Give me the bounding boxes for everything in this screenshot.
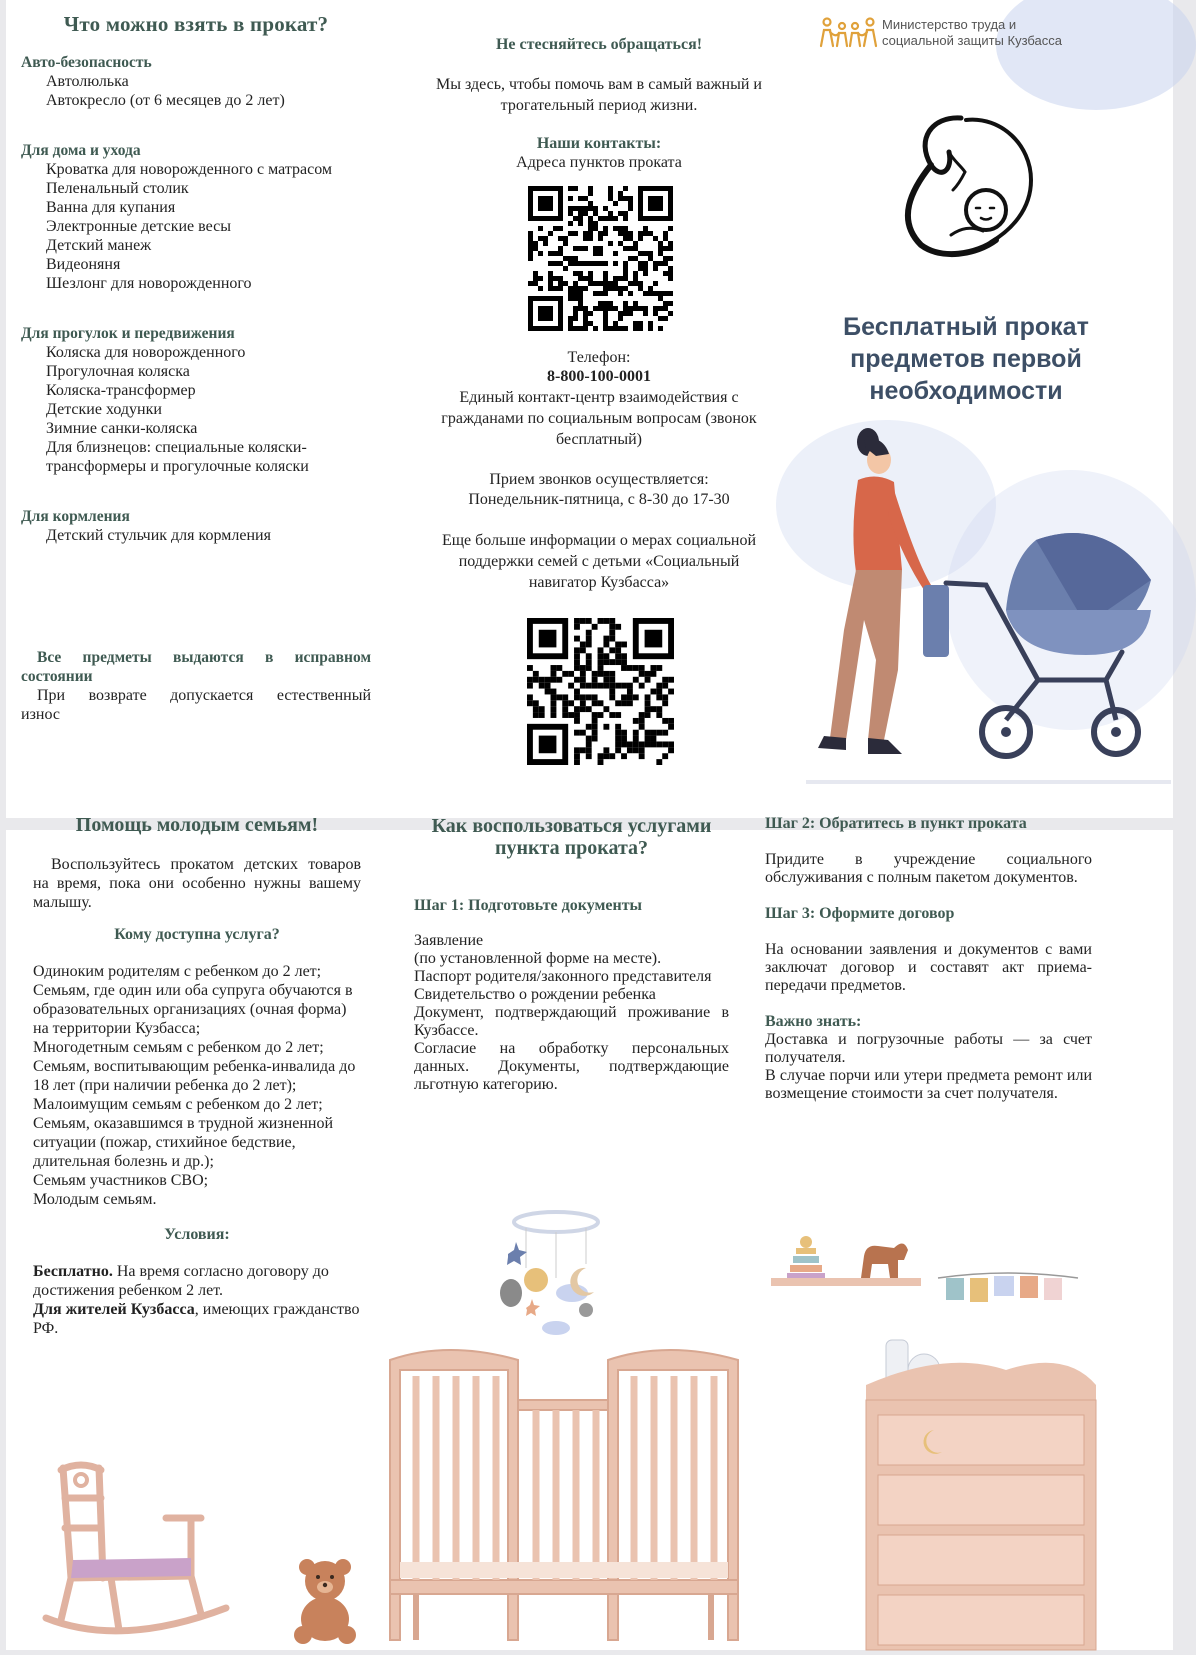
eligibility-item: Молодым семьям. [33,1191,157,1208]
rental-sections [21,53,371,545]
rental-item: Видеоняня [46,256,121,273]
conditions-heading: Условия: [164,1226,230,1243]
rental-items-title: Что можно взять в прокат? [63,12,329,36]
toy-shelf-icon [766,1220,926,1300]
garland-illustration [938,1270,1078,1320]
help-title: Помощь молодым семьям! [75,814,319,836]
brochure-outside [6,0,1173,818]
phone-label: Телефон: [567,349,631,366]
who-heading: Кому доступна услуга? [114,926,280,943]
condition-residents-text: , имеющих гражданство РФ. [33,1301,360,1337]
condition-residents-bold: Для жителей Кузбасса [33,1301,195,1318]
rental-item: Шезлонг для новорожденного [46,275,252,292]
rental-item: Автолюлька [46,73,129,90]
family-logo-icon [818,16,880,48]
rental-section-heading: Для прогулок и передвижения [21,325,235,342]
rental-item: Детские ходунки [46,401,162,418]
toy-shelf-illustration [766,1220,926,1300]
rental-item: Коляска-трансформер [46,382,196,399]
document-item: Заявление [414,932,484,949]
rental-section [21,324,371,476]
navigator-qr-code[interactable] [527,618,674,765]
rental-item: Для близнецов: специальные коляски-трансформеры и прогулочные коляски [46,439,309,475]
rental-items-panel [21,0,371,818]
rental-section-heading: Авто-безопасность [21,54,152,71]
important-item-2: В случае порчи или утери предмета ремонт или возмещение стоимости за счет получателя. [765,1067,1092,1102]
contact-intro: Мы здесь, чтобы помочь вам в самый важный и трогательный период жизни. [436,76,762,114]
rental-section-heading: Для кормления [21,508,130,525]
help-intro: Воспользуйтесь прокатом детских товаров на время, пока они особенно нужны вашему малышу. [33,856,361,911]
rental-item: Коляска для новорожденного [46,344,246,361]
crib-illustration [376,1340,751,1650]
condition-note [21,648,371,724]
important-heading: Важно знать: [765,1013,862,1030]
hours-value: Понедельник-пятница, с 8-30 до 17-30 [468,491,730,508]
step3-heading: Шаг 3: Оформите договор [765,905,955,922]
mother-baby-icon [891,110,1051,270]
mother-child-illustration [891,110,1051,270]
rocking-chair-icon [41,1458,231,1648]
rental-item: Зимние санки-коляска [46,420,198,437]
condition-free-bold: Бесплатно. [33,1263,113,1280]
condition-note-bold: Все предметы выдаются в исправном состоянии [21,649,371,685]
mother-stroller-illustration [806,420,1171,800]
rental-item: Электронные детские весы [46,218,231,235]
rental-section [21,507,371,545]
step2-heading: Шаг 2: Обратитесь в пункт проката [765,815,1027,832]
dresser-icon [856,1330,1156,1650]
clothes-garland-icon [938,1270,1078,1320]
eligibility-list [33,962,361,1209]
eligibility-item: Семьям, воспитывающим ребенка-инвалида до 18 лет (при наличии ребенка до 2 лет); [33,1058,356,1094]
rocking-chair-illustration [41,1458,231,1648]
rental-section [21,141,371,293]
ministry-logo [818,16,880,48]
rental-item: Прогулочная коляска [46,363,190,380]
contact-heading: Не стесняйтесь обращаться! [495,36,703,53]
rental-item: Автокресло (от 6 месяцев до 2 лет) [46,92,285,109]
teddy-bear-icon [289,1555,361,1645]
document-item: (по установленной форме на месте). [414,950,662,967]
addresses-qr-code[interactable] [528,186,673,331]
condition-note-text: При возврате допускается естественный износ [21,687,371,723]
dresser-illustration [856,1330,1156,1650]
ministry-name: Министерство труда и социальной защиты Кузбасса [882,17,1063,48]
important-item-1: Доставка и погрузочные работы — за счет получателя. [765,1031,1092,1066]
document-item: Свидетельство о рождении ребенка [414,986,656,1003]
rental-item: Кроватка для новорожденного с матрасом [46,161,333,178]
contacts-panel [424,0,774,818]
step3-text: На основании заявления и документов с вами заключат договор и составят акт приема-передачи предметов. [765,941,1092,994]
condition-free [33,1262,361,1300]
condition-residents [33,1300,361,1338]
rental-item: Пеленальный столик [46,180,189,197]
eligibility-item: Одиноким родителям с ребенком до 2 лет; [33,963,322,980]
eligibility-item: Малоимущим семьям с ребенком до 2 лет; [33,1096,323,1113]
condition-free-text: На время согласно договору до достижения ребенком 2 лет. [33,1263,329,1299]
cover-panel [796,0,1173,818]
addresses-label: Адреса пунктов проката [516,154,682,171]
baby-mobile-icon [486,1208,616,1358]
rental-section-heading: Для дома и ухода [21,142,141,159]
stroller-icon [806,420,1171,800]
how-to-title: Как воспользоваться услугами пункта проката? [431,815,712,859]
rental-item: Ванна для купания [46,199,176,216]
document-item: Согласие на обработку персональных данных. Документы, подтверждающие льготную категорию. [414,1040,729,1093]
rental-item: Детский манеж [46,237,152,254]
document-item: Документ, подтверждающий проживание в Кузбассе. [414,1004,729,1039]
step1-heading: Шаг 1: Подготовьте документы [414,897,643,914]
documents-list [414,932,729,1094]
crib-mobile-illustration [486,1208,616,1358]
rental-item: Детский стульчик для кормления [46,527,271,544]
eligibility-item: Семьям, где один или оба супруга обучаются в образовательных организациях (очная форма) на территории Кузбасса; [33,982,353,1037]
eligibility-item: Семьям, оказавшимся в трудной жизненной ситуации (пожар, стихийное бедствие, длительная болезнь и др.); [33,1115,334,1170]
step2-text: Придите в учреждение социального обслуживания с полным пакетом документов. [765,851,1092,886]
hours-label: Прием звонков осуществляется: [489,471,709,488]
crib-icon [376,1340,751,1650]
phone-number[interactable]: 8-800-100-0001 [547,368,651,385]
more-info-text: Еще больше информации о мерах социальной поддержки семей с детьми «Социальный навигатор Кузбасса» [441,532,757,591]
contacts-heading: Наши контакты: [536,135,662,152]
teddy-bear-illustration [289,1555,361,1645]
eligibility-item: Многодетным семьям с ребенком до 2 лет; [33,1039,324,1056]
cover-title: Бесплатный прокат предметов первой необходимости [843,313,1089,405]
rental-section [21,53,371,110]
brochure-inside [6,814,1173,1650]
document-item: Паспорт родителя/законного представителя [414,968,712,985]
eligibility-item: Семьям участников СВО; [33,1172,209,1189]
contact-center-desc: Единый контакт-центр взаимодействия с гражданами по социальным вопросам (звонок бесплатный) [441,389,757,448]
